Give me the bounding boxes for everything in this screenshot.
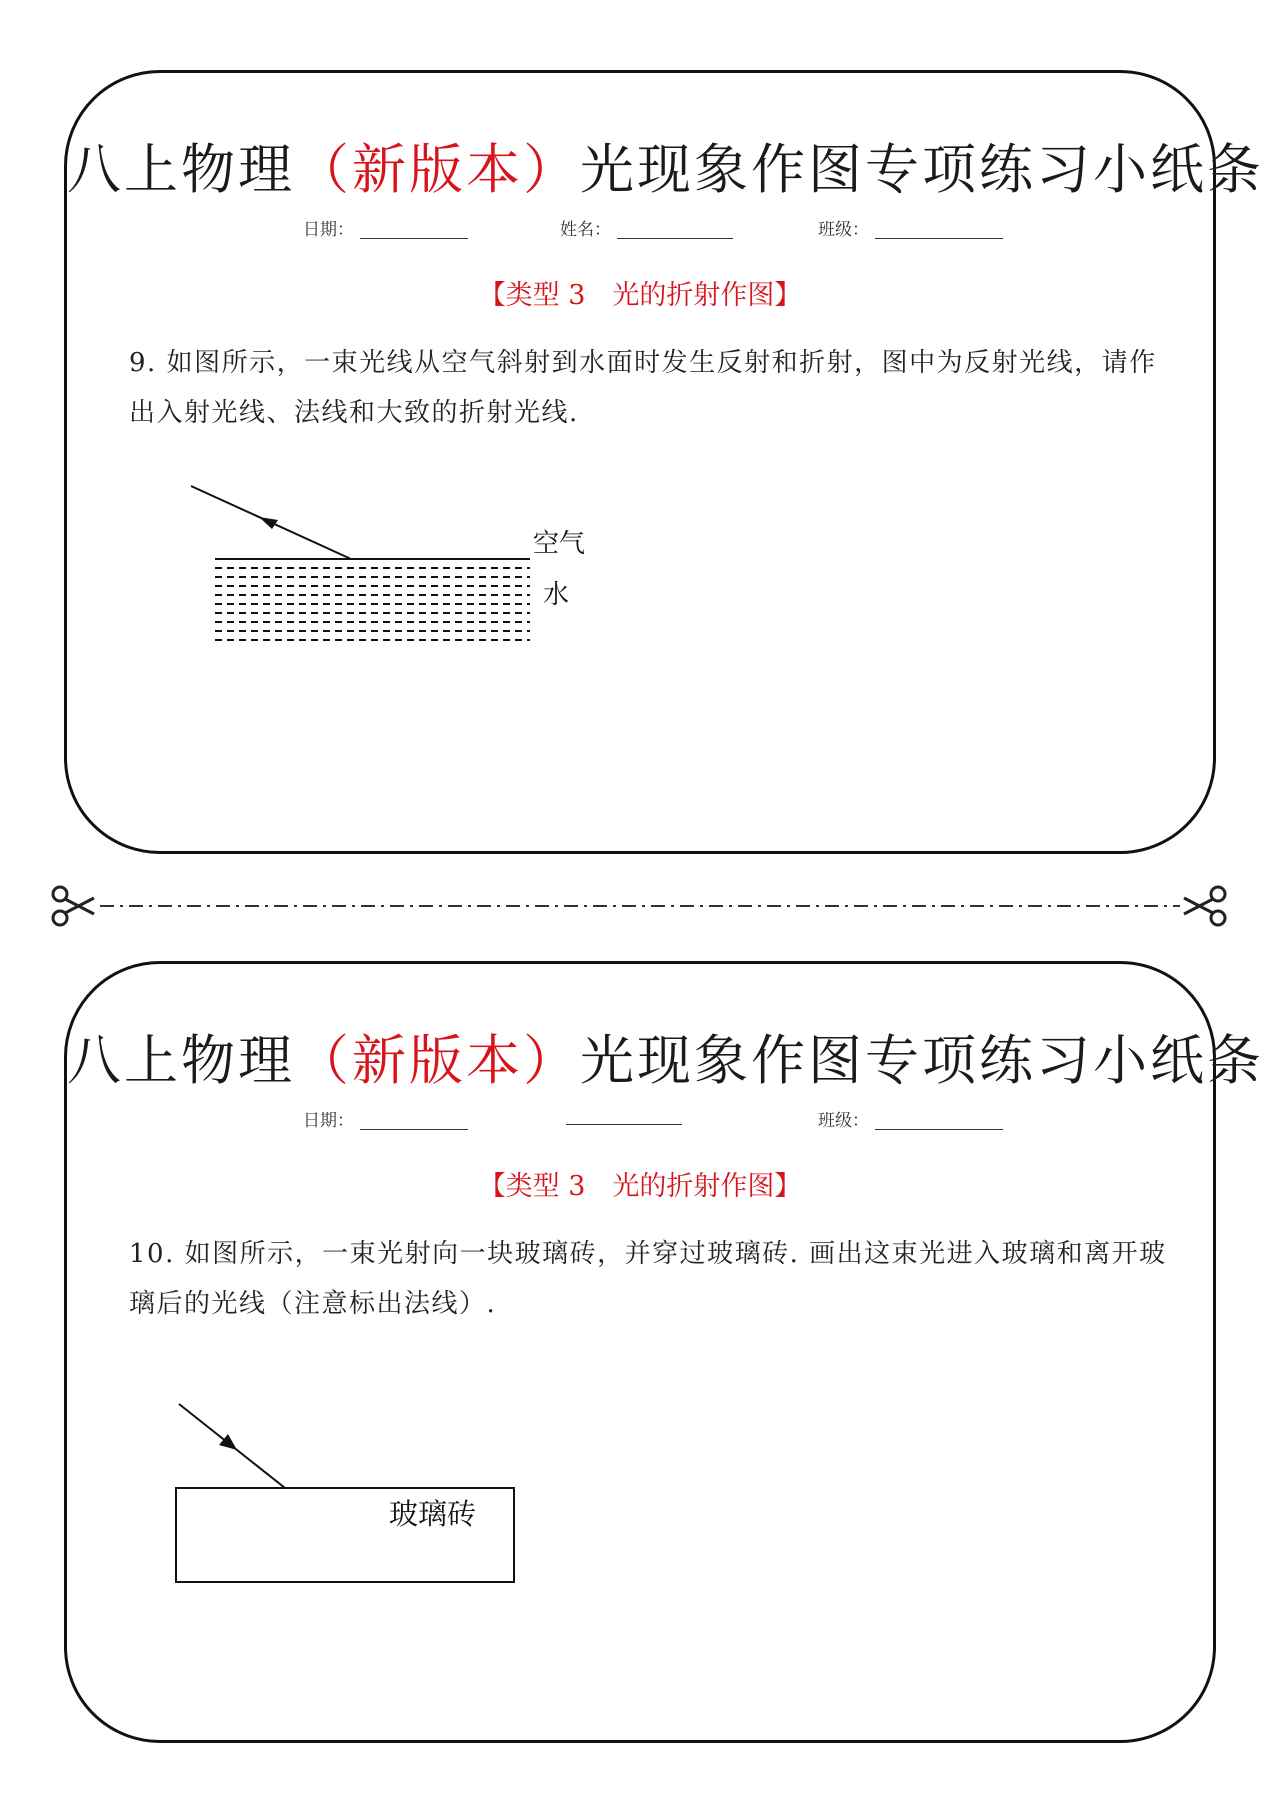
card-title: 八上物理（新版本）光现象作图专项练习小纸条 bbox=[67, 138, 1264, 201]
student-info-row bbox=[67, 215, 1213, 245]
air-water-reflection-figure bbox=[175, 478, 586, 648]
class-field[interactable]: 班级： bbox=[818, 1106, 1003, 1131]
type-heading: 【类型 3 光的折射作图】 bbox=[478, 1171, 802, 1202]
date-field[interactable]: 日期： bbox=[303, 215, 468, 240]
glass-brick-figure bbox=[167, 1394, 547, 1604]
worksheet-card-1 bbox=[64, 70, 1264, 854]
question-9-text: 9. 如图所示，一束光线从空气斜射到水面时发生反射和折射，图中为反射光线，请作出入射光线、法线和大致的折射光线. bbox=[129, 348, 1157, 428]
cut-line bbox=[50, 884, 1230, 928]
worksheet-card-2 bbox=[64, 961, 1264, 1743]
date-field[interactable]: 日期： bbox=[303, 1106, 468, 1131]
scissors-icon bbox=[53, 887, 94, 925]
name-field[interactable] bbox=[560, 1106, 682, 1126]
glass-label: 玻璃砖 bbox=[389, 1497, 477, 1531]
ray-arrow-icon bbox=[219, 1434, 237, 1450]
water-label: 水 bbox=[543, 580, 570, 610]
question-10-text: 10. 如图所示，一束光射向一块玻璃砖，并穿过玻璃砖. 画出这束光进入玻璃和离开玻璃后的光线（注意标出法线）. bbox=[129, 1239, 1167, 1319]
type-heading: 【类型 3 光的折射作图】 bbox=[478, 280, 802, 311]
name-field[interactable]: 姓名： bbox=[560, 215, 733, 240]
student-info-row bbox=[67, 1106, 1213, 1136]
class-field[interactable]: 班级： bbox=[818, 215, 1003, 240]
scissors-icon bbox=[1184, 887, 1225, 925]
air-label: 空气 bbox=[533, 529, 586, 559]
card-title: 八上物理（新版本）光现象作图专项练习小纸条 bbox=[67, 1029, 1264, 1092]
